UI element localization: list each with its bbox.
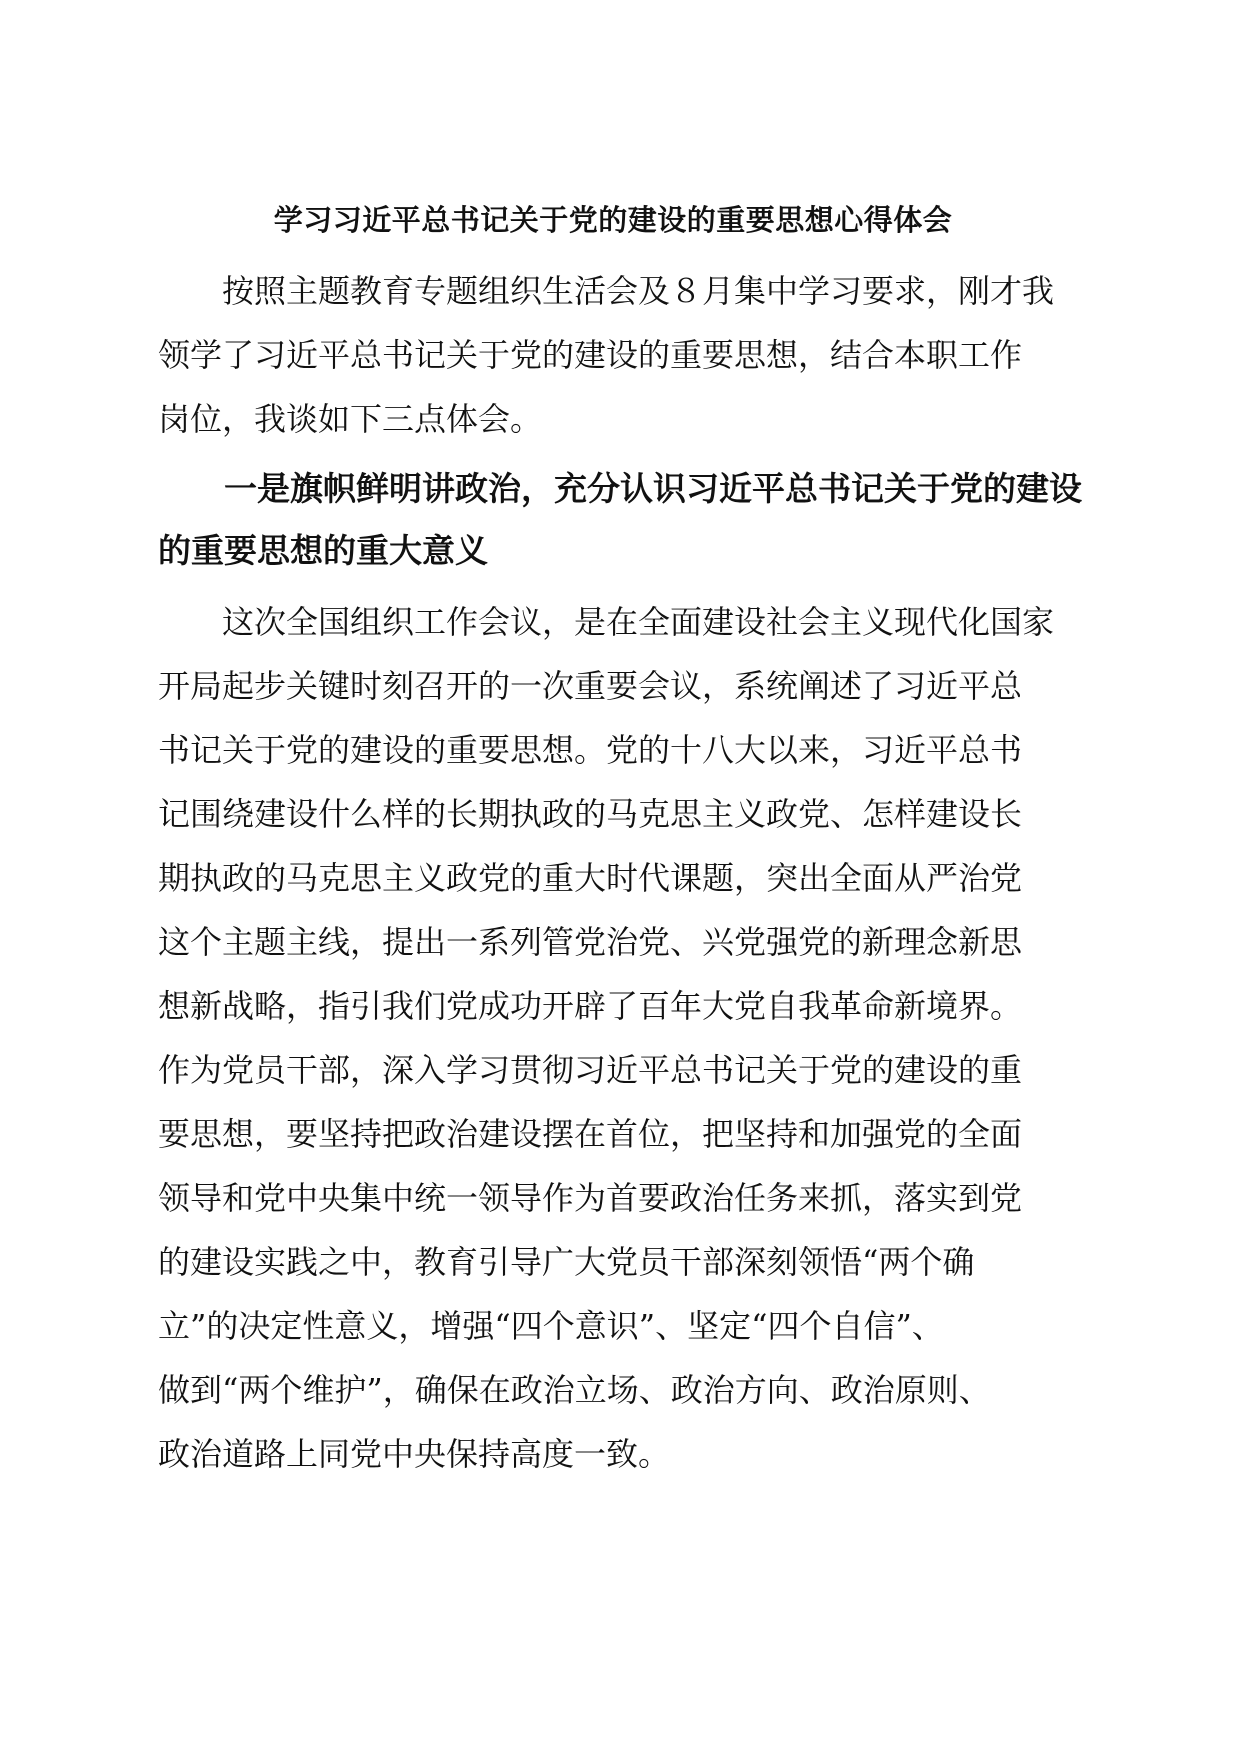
- heading-line: 的重要思想的重大意义: [158, 531, 488, 570]
- text-line: 作为党员干部，深入学习贯彻习近平总书记关于党的建设的重: [158, 1051, 1023, 1089]
- text-line: 这个主题主线，提出一系列管党治党、兴党强党的新理念新思: [158, 923, 1023, 961]
- intro-paragraph: [158, 259, 1078, 451]
- text-line: 政治道路上同党中央保持高度一致。: [158, 1435, 671, 1473]
- text-line: 要思想，要坚持把政治建设摆在首位，把坚持和加强党的全面: [158, 1115, 1023, 1153]
- text-line: 这次全国组织工作会议，是在全面建设社会主义现代化国家: [158, 603, 1055, 641]
- text-line: 书记关于党的建设的重要思想。党的十八大以来，习近平总书: [158, 731, 1023, 769]
- text-line: 立”的决定性意义，增强“四个意识”、坚定“四个自信”、: [158, 1307, 944, 1345]
- text-line: 期执政的马克思主义政党的重大时代课题，突出全面从严治党: [158, 859, 1023, 897]
- text-line: 领导和党中央集中统一领导作为首要政治任务来抓，落实到党: [158, 1179, 1023, 1217]
- text-line: 的建设实践之中，教育引导广大党员干部深刻领悟“两个确: [158, 1243, 975, 1281]
- text-line: 领学了习近平总书记关于党的建设的重要思想，结合本职工作: [158, 336, 1023, 374]
- text-line: 岗位，我谈如下三点体会。: [158, 400, 543, 438]
- text-line: 记围绕建设什么样的长期执政的马克思主义政党、怎样建设长: [158, 795, 1023, 833]
- document-title: 学习习近平总书记关于党的建设的重要思想心得体会: [273, 203, 953, 237]
- section-heading: [158, 457, 1082, 581]
- text-line: 想新战略，指引我们党成功开辟了百年大党自我革命新境界。: [158, 987, 1023, 1025]
- section-body-paragraph: [158, 590, 1078, 1486]
- text-line: 做到“两个维护”，确保在政治立场、政治方向、政治原则、: [158, 1371, 991, 1409]
- text-line: 开局起步关键时刻召开的一次重要会议，系统阐述了习近平总: [158, 667, 1023, 705]
- text-line: 按照主题教育专题组织生活会及８月集中学习要求，刚才我: [158, 272, 1055, 310]
- heading-line: 一是旗帜鲜明讲政治，充分认识习近平总书记关于党的建设: [158, 469, 1082, 508]
